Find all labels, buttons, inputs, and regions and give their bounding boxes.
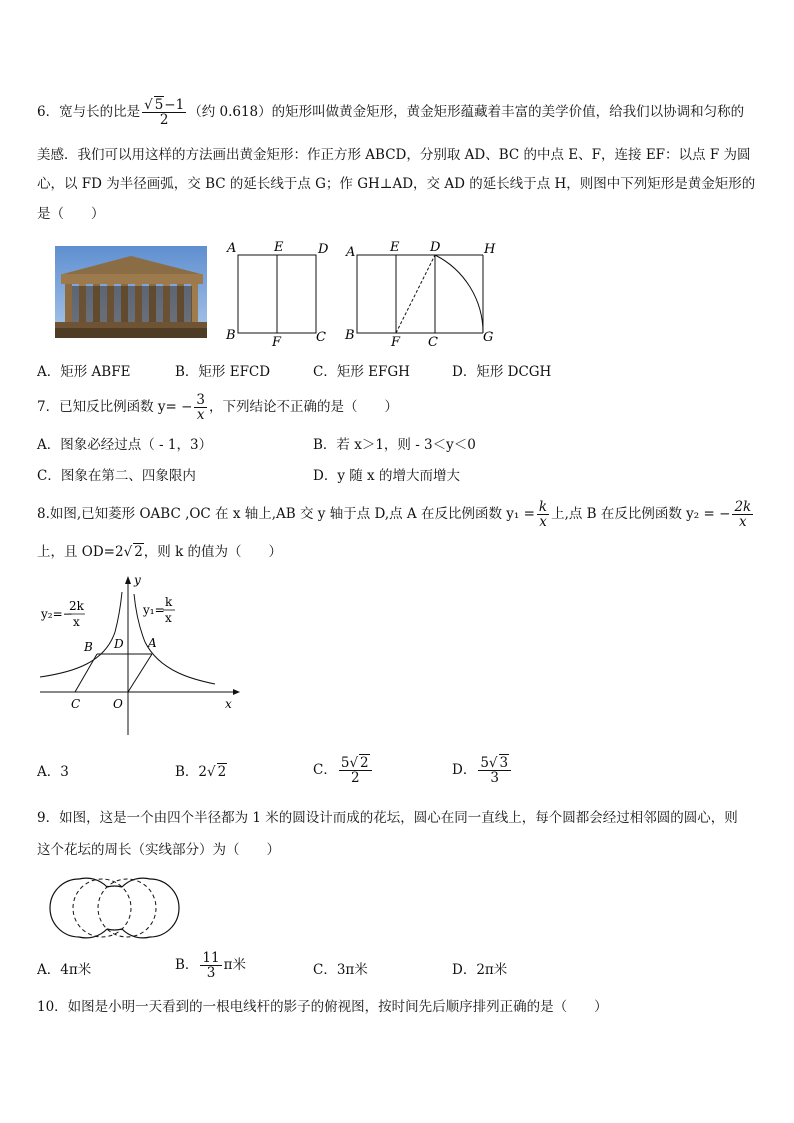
q8-axis-y: y: [134, 573, 141, 587]
q9-option-b[interactable]: B． $\frac{11}{3}$ π米: [175, 950, 246, 982]
q9-line2: 这个花坛的周长（实线部分）为（ ）: [37, 842, 280, 858]
q6-line2: 美感．我们可以用这样的方法画出黄金矩形：作正方形 ABCD，分别取 AD、BC 的中点 E、F，连接 EF：以点 F 为圆: [37, 147, 751, 163]
q8-label-c: C: [71, 697, 81, 711]
q6-line1-b: （约 0.618）的矩形叫做黄金矩形，黄金矩形蕴藏着丰富的美学价值，给我们以协调和匀称的: [188, 104, 745, 121]
q6-line3: 心，以 FD 为半径画弧，交 BC 的延长线于点 G；作 GH⊥AD，交 AD 的延长线于点 H，则图中下列矩形是黄金矩形的: [37, 176, 756, 192]
q9-line1: 9．如图，这是一个由四个半径都为 1 米的圆设计而成的花坛，圆心在同一直线上，每个圆都会经过相邻圆的圆心，则: [37, 810, 738, 826]
q8-y2-label-den: x: [73, 615, 80, 629]
q8-y2-label-num: 2k: [69, 599, 84, 613]
q6-option-b[interactable]: B．矩形 EFCD: [175, 364, 271, 380]
q8-option-a[interactable]: A．3: [37, 764, 69, 780]
q6-line4: 是（ ）: [37, 206, 105, 222]
q8-option-d[interactable]: D． $\frac{5√ 3}{3}$: [452, 756, 513, 785]
fig2-label-f: F: [391, 335, 401, 350]
fig2-label-d: D: [430, 240, 441, 255]
q7-fraction: $\frac{3}{x}$: [196, 392, 206, 424]
q8-axis-x: x: [225, 697, 232, 711]
q7-option-c[interactable]: C．图象在第二、四象限内: [37, 468, 196, 484]
fig2-label-h: H: [484, 242, 496, 257]
fig1-label-b: B: [226, 328, 236, 343]
q9-option-c[interactable]: C．3π米: [313, 962, 368, 978]
q8-y1-fraction: $\frac{k}{x}$: [538, 499, 548, 531]
q8-graph: [35, 572, 245, 742]
q7-option-b[interactable]: B．若 x＞1，则 - 3＜y＜0: [313, 437, 476, 453]
q8-label-a: A: [148, 636, 157, 650]
q9-option-d[interactable]: D．2π米: [452, 962, 508, 978]
q6-number: 6．: [37, 104, 60, 121]
fig1-label-c: C: [316, 330, 326, 345]
q10-stem: 10．如图是小明一天看到的一根电线杆的影子的俯视图，按时间先后顺序排列正确的是（ ）: [37, 999, 608, 1015]
q9-option-a[interactable]: A．4π米: [37, 962, 92, 978]
q6-option-a[interactable]: A．矩形 ABFE: [37, 364, 131, 380]
fig1-label-e: E: [274, 240, 284, 255]
parthenon-photo: [55, 246, 207, 338]
q6-line1-a: 宽与长的比是: [59, 104, 141, 121]
fig2-label-c: C: [428, 335, 438, 350]
fig2-label-g: G: [483, 330, 494, 345]
q6-line1: [37, 98, 744, 127]
q7-option-a[interactable]: A．图象必经过点（ - 1，3）: [37, 437, 213, 453]
q6-option-d[interactable]: D．矩形 DCGH: [452, 364, 552, 380]
fig2-label-e: E: [390, 240, 400, 255]
q8-stem-line1: 8.如图,已知菱形 OABC ,OC 在 x 轴上,AB 交 y 轴于点 D,点 A 在反比例函数 y₁ = $\frac{k}{x}$ 上,点 B 在反比例函数 y₂ = − $\frac{2k}{x}$: [37, 499, 752, 531]
square-figure: [222, 236, 342, 348]
q6-ratio-fraction: $\frac{√ 5-1}{2}$: [144, 97, 185, 129]
fig2-label-b: B: [345, 328, 355, 343]
q8-option-c[interactable]: C． $\frac{5√ 2}{2}$: [313, 756, 374, 785]
q8-label-o: O: [113, 697, 123, 711]
fig1-label-d: D: [318, 242, 329, 257]
q8-y1-label-den: x: [165, 611, 172, 625]
q8-label-b: B: [84, 640, 93, 654]
q8-y1-label: y₁=: [143, 603, 165, 617]
fig1-label-f: F: [272, 335, 282, 350]
q8-option-b[interactable]: B．2√ 2: [175, 764, 227, 780]
q8-y2-label: y₂=−: [41, 607, 73, 621]
q8-y2-fraction: $\frac{2k}{x}$: [734, 499, 752, 531]
q8-stem-line2: 上，且 OD=2√ 2，则 k 的值为（ ）: [37, 544, 283, 560]
q7-stem: 7．已知反比例函数 y= − $\frac{3}{x}$ ，下列结论不正确的是（ ）: [37, 392, 399, 424]
q8-y1-label-num: k: [165, 595, 173, 609]
fig1-label-a: A: [227, 241, 237, 256]
q7-option-d[interactable]: D．y 随 x 的增大而增大: [313, 468, 460, 484]
fig2-label-a: A: [346, 245, 356, 260]
q8-label-d: D: [114, 637, 124, 651]
q9-flowerbed-figure: [38, 873, 190, 943]
golden-rectangle-figure: [342, 236, 502, 348]
q6-option-c[interactable]: C．矩形 EFGH: [313, 364, 410, 380]
